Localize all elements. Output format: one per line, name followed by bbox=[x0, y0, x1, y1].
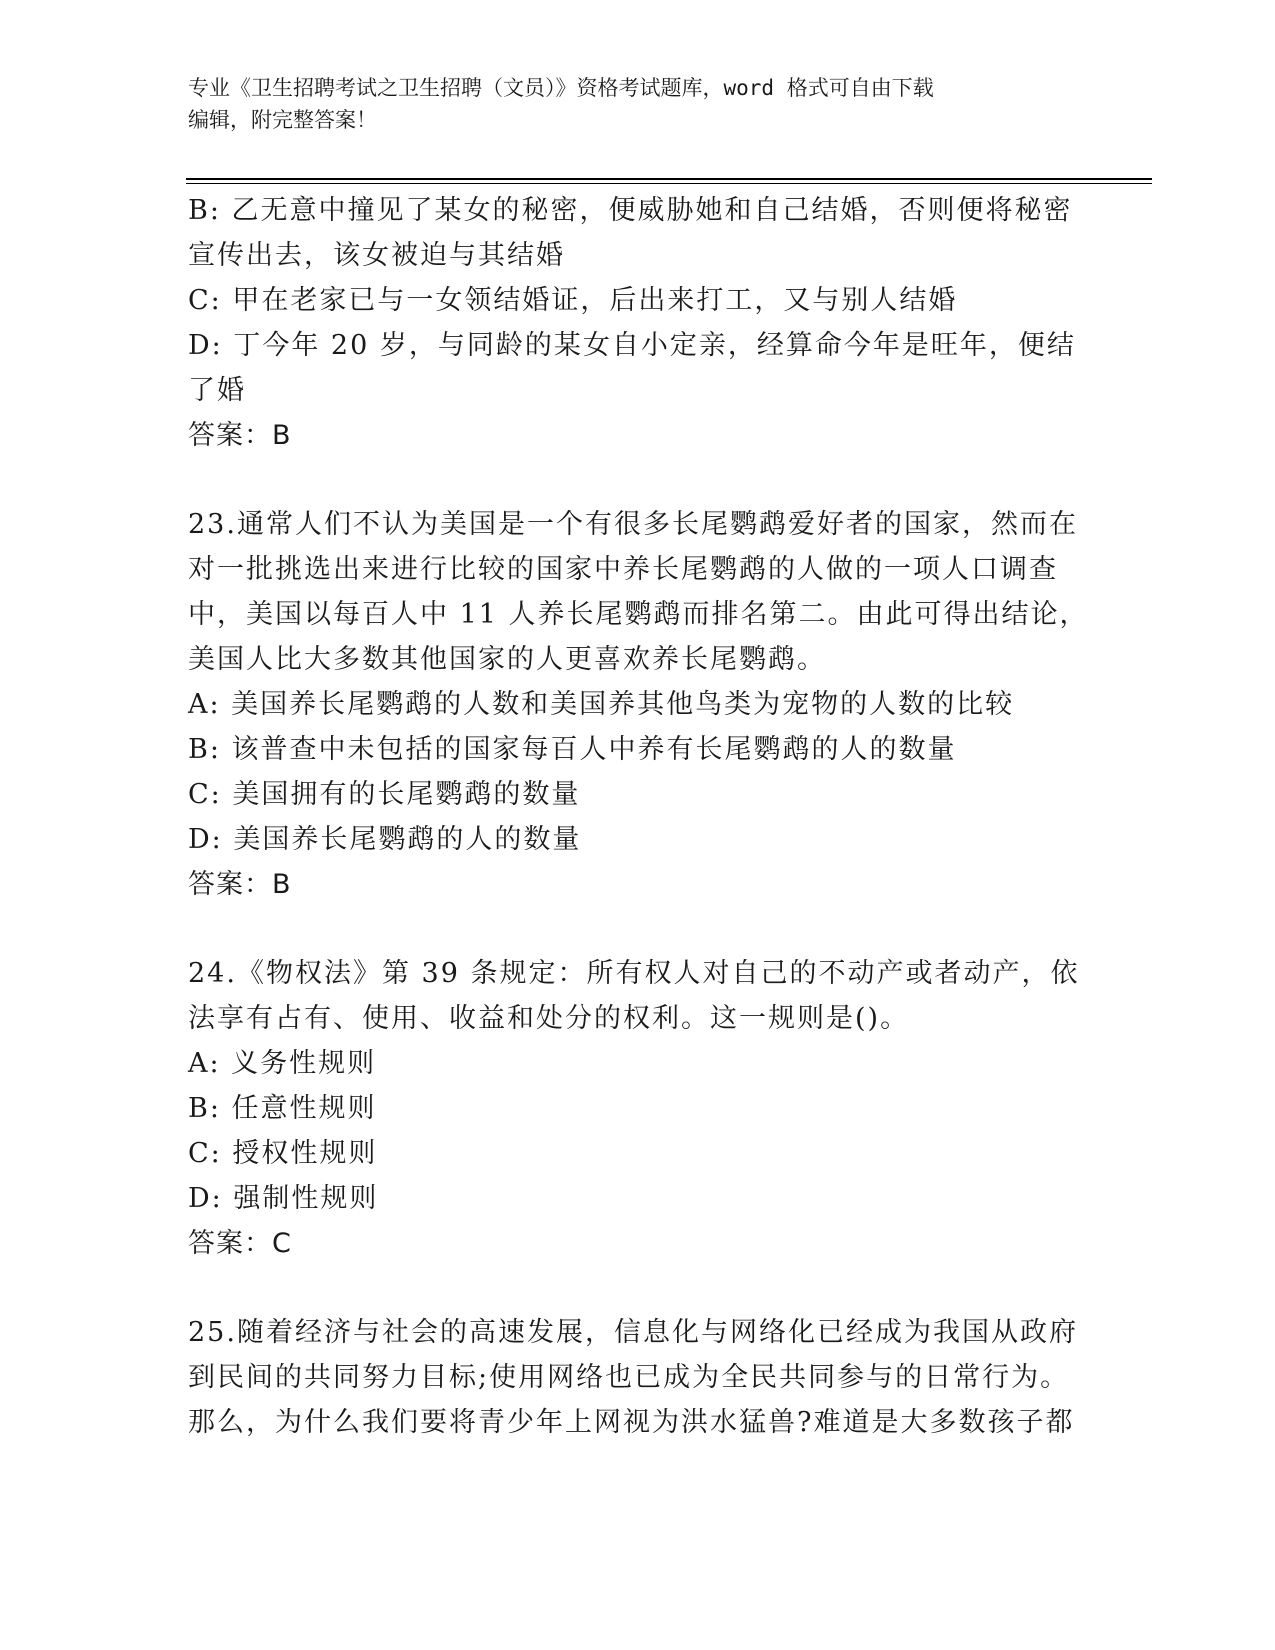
header-line-1: 专业《卫生招聘考试之卫生招聘（文员）》资格考试题库，word 格式可自由下载 bbox=[188, 76, 934, 100]
question-23 bbox=[188, 502, 1088, 908]
question-stem-line: 23.通常人们不认为美国是一个有很多长尾鹦鹉爱好者的国家，然而在 bbox=[188, 509, 1078, 540]
spacer bbox=[188, 1267, 1088, 1310]
question-stem-line: 美国人比大多数其他国家的人更喜欢养长尾鹦鹉。 bbox=[188, 644, 826, 675]
question-stem-line: 中，美国以每百人中 11 人养长尾鹦鹉而排名第二。由此可得出结论， bbox=[188, 599, 1089, 630]
answer-line: 答案：B bbox=[188, 420, 292, 451]
question-24 bbox=[188, 951, 1088, 1267]
option-d: D: 美国养长尾鹦鹉的人的数量 bbox=[188, 824, 582, 855]
header-line-2: 编辑，附完整答案！ bbox=[188, 108, 377, 132]
question-stem-line: 24.《物权法》第 39 条规定：所有权人对自己的不动产或者动产，依 bbox=[188, 958, 1080, 989]
option-d-line-1: D: 丁今年 20 岁，与同龄的某女自小定亲，经算命今年是旺年，便结 bbox=[188, 330, 1076, 361]
question-stem-line: 到民间的共同努力目标;使用网络也已成为全民共同参与的日常行为。 bbox=[188, 1362, 1070, 1393]
header-rule-thin bbox=[186, 183, 1152, 184]
option-d-line-2: 了婚 bbox=[188, 375, 246, 406]
option-b-line-2: 宣传出去，该女被迫与其结婚 bbox=[188, 240, 565, 271]
option-c: C: 甲在老家已与一女领结婚证，后出来打工，又与别人结婚 bbox=[188, 285, 958, 316]
answer-line: 答案：B bbox=[188, 869, 292, 900]
header-rule-thick bbox=[186, 178, 1152, 180]
option-a: A: 义务性规则 bbox=[188, 1048, 377, 1079]
option-c: C: 美国拥有的长尾鹦鹉的数量 bbox=[188, 779, 581, 810]
question-stem-line: 那么，为什么我们要将青少年上网视为洪水猛兽?难道是大多数孩子都 bbox=[188, 1407, 1075, 1438]
question-25 bbox=[188, 1310, 1088, 1445]
document-body bbox=[188, 188, 1088, 1445]
page-header bbox=[188, 72, 1068, 136]
answer-line: 答案：C bbox=[188, 1228, 292, 1259]
question-stem-line: 25.随着经济与社会的高速发展，信息化与网络化已经成为我国从政府 bbox=[188, 1317, 1078, 1348]
option-c: C: 授权性规则 bbox=[188, 1138, 378, 1169]
option-d: D: 强制性规则 bbox=[188, 1183, 379, 1214]
spacer bbox=[188, 459, 1088, 502]
question-22-continued bbox=[188, 188, 1088, 459]
option-b-line-1: B: 乙无意中撞见了某女的秘密，便威胁她和自己结婚，否则便将秘密 bbox=[188, 195, 1073, 226]
option-a: A: 美国养长尾鹦鹉的人数和美国养其他鸟类为宠物的人数的比较 bbox=[188, 689, 1015, 720]
spacer bbox=[188, 908, 1088, 951]
question-stem-line: 法享有占有、使用、收益和处分的权利。这一规则是()。 bbox=[188, 1003, 910, 1034]
option-b: B: 该普查中未包括的国家每百人中养有长尾鹦鹉的人的数量 bbox=[188, 734, 957, 765]
option-b: B: 任意性规则 bbox=[188, 1093, 377, 1124]
question-stem-line: 对一批挑选出来进行比较的国家中养长尾鹦鹉的人做的一项人口调查 bbox=[188, 554, 1058, 585]
